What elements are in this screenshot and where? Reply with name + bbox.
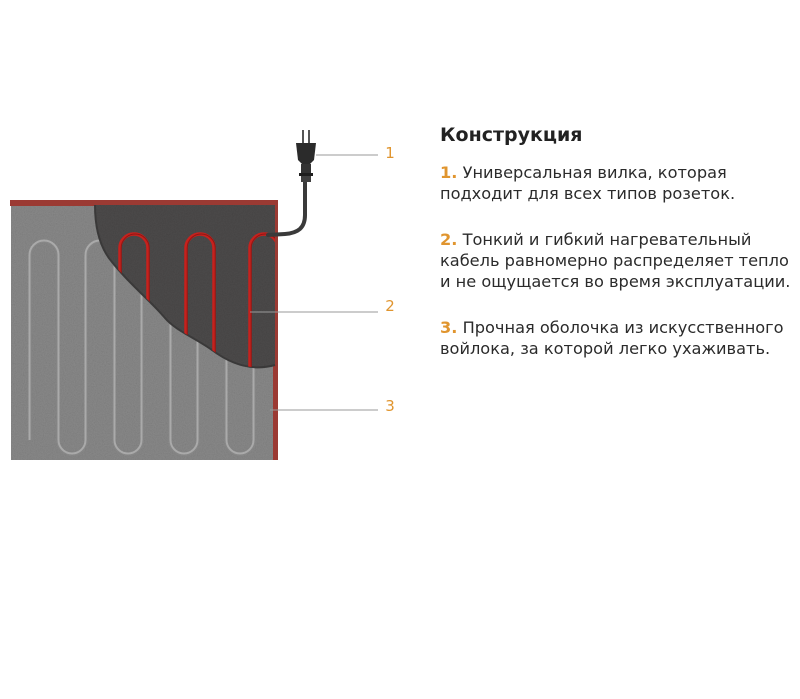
feature-text: Прочная оболочка из искусственного войлока, за которой легко ухаживать.	[440, 318, 784, 358]
feature-number: 2.	[440, 230, 458, 249]
section-heading: Конструкция	[440, 124, 583, 146]
feature-text: Универсальная вилка, которая подходит для всех типов розеток.	[440, 163, 736, 203]
feature-item-shell	[440, 317, 800, 359]
feature-number: 3.	[440, 318, 458, 337]
feature-item-plug	[440, 162, 800, 204]
callout-label-1: 1	[385, 144, 395, 162]
construction-description	[440, 124, 800, 384]
feature-number: 1.	[440, 163, 458, 182]
feature-item-cable	[440, 229, 800, 292]
callout-label-2: 2	[385, 297, 395, 315]
callout-label-3: 3	[385, 397, 395, 415]
feature-text: Тонкий и гибкий нагревательный кабель равномерно распределяет тепло и не ощущается во время эксплуатации.	[440, 230, 791, 291]
plug-icon	[296, 130, 316, 182]
